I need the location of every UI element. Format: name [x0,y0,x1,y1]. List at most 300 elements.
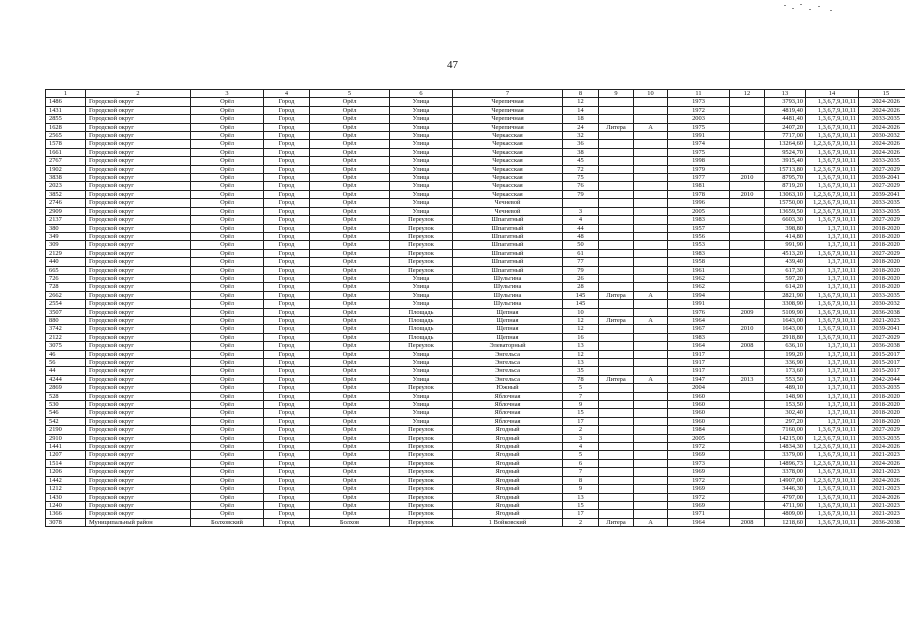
cell-id: 3507 [46,308,86,316]
cell-settlement: Орёл [310,316,390,324]
column-header: 3 [191,90,264,98]
cell-letter [634,434,668,442]
cell-period: 2030-2032 [859,132,905,140]
cell-house-number: 12 [563,98,599,106]
cell-letter-label [599,224,634,232]
cell-period: 2027-2029 [859,182,905,190]
cell-letter [634,115,668,123]
cell-year-built: 1961 [668,266,730,274]
cell-settlement: Болхов [310,518,390,526]
cell-municipality: Орёл [191,165,264,173]
cell-letter [634,409,668,417]
cell-municipality: Орёл [191,325,264,333]
cell-district-type: Городской округ [86,459,191,467]
cell-street-type: Улица [390,274,453,282]
cell-street-type: Улица [390,367,453,375]
cell-period: 2027-2029 [859,249,905,257]
cell-works-list: 1,3,7,10,11 [806,274,859,282]
cell-street-name: Ягодный [453,476,563,484]
cell-works-list: 1,3,6,7,9,10,11 [806,148,859,156]
cell-year-built: 1983 [668,333,730,341]
cell-street-type: Улица [390,291,453,299]
cell-municipality: Орёл [191,451,264,459]
cell-year-reconstructed [730,182,765,190]
cell-year-reconstructed [730,359,765,367]
cell-works-list: 1,3,6,7,9,10,11 [806,216,859,224]
cell-letter [634,266,668,274]
cell-id: 2565 [46,132,86,140]
cell-street-name: Шпагатный [453,224,563,232]
cell-year-reconstructed [730,384,765,392]
cell-id: 2190 [46,426,86,434]
cell-area: 5109,90 [765,308,806,316]
cell-year-built: 1947 [668,375,730,383]
cell-street-name: Яблочная [453,417,563,425]
cell-letter [634,207,668,215]
cell-settlement-type: Город [264,249,310,257]
cell-letter [634,459,668,467]
cell-id: 880 [46,316,86,324]
cell-area: 153,50 [765,401,806,409]
cell-year-reconstructed [730,148,765,156]
cell-area: 302,40 [765,409,806,417]
cell-settlement-type: Город [264,367,310,375]
cell-letter [634,493,668,501]
cell-id: 2855 [46,115,86,123]
cell-works-list: 1,3,6,7,9,10,11 [806,468,859,476]
cell-street-name: Яблочная [453,401,563,409]
cell-house-number: 8 [563,476,599,484]
cell-district-type: Городской округ [86,249,191,257]
cell-letter: А [634,316,668,324]
table-row [46,274,905,282]
cell-street-name: Ягодный [453,468,563,476]
cell-year-reconstructed [730,106,765,114]
cell-settlement: Орёл [310,274,390,282]
cell-period: 2039-2041 [859,325,905,333]
cell-street-type: Переулок [390,451,453,459]
cell-letter-label [599,325,634,333]
cell-district-type: Городской округ [86,443,191,451]
cell-year-built: 2004 [668,384,730,392]
cell-id: 2023 [46,182,86,190]
cell-id: 2122 [46,333,86,341]
cell-period: 2024-2026 [859,443,905,451]
cell-year-built: 1917 [668,367,730,375]
cell-id: 530 [46,401,86,409]
cell-settlement: Орёл [310,182,390,190]
cell-municipality: Болховский [191,518,264,526]
cell-settlement-type: Город [264,375,310,383]
cell-year-built: 1972 [668,493,730,501]
cell-street-name: Черепичная [453,98,563,106]
cell-street-type: Улица [390,98,453,106]
cell-area: 3446,30 [765,485,806,493]
cell-street-type: Переулок [390,485,453,493]
cell-area: 148,90 [765,392,806,400]
cell-district-type: Городской округ [86,258,191,266]
cell-street-name: Яблочная [453,409,563,417]
cell-works-list: 1,3,6,7,9,10,11 [806,291,859,299]
cell-letter [634,182,668,190]
cell-district-type: Городской округ [86,283,191,291]
column-header: 10 [634,90,668,98]
cell-street-name: Шпагатный [453,232,563,240]
cell-house-number: 15 [563,409,599,417]
cell-house-number [563,199,599,207]
cell-period: 2021-2023 [859,501,905,509]
cell-municipality: Орёл [191,426,264,434]
cell-letter-label [599,434,634,442]
table-row [46,375,905,383]
cell-letter-label [599,249,634,257]
cell-street-name: Шпагатный [453,249,563,257]
cell-works-list: 1,3,6,7,9,10,11 [806,132,859,140]
cell-year-built: 1974 [668,140,730,148]
cell-house-number: 12 [563,316,599,324]
cell-id: 1431 [46,106,86,114]
cell-district-type: Городской округ [86,359,191,367]
cell-letter [634,417,668,425]
column-header: 13 [765,90,806,98]
cell-year-built: 1957 [668,224,730,232]
cell-id: 1442 [46,476,86,484]
table-row [46,350,905,358]
cell-letter [634,283,668,291]
cell-municipality: Орёл [191,510,264,518]
cell-letter [634,308,668,316]
cell-street-name: Черепичная [453,115,563,123]
column-header: 5 [310,90,390,98]
cell-works-list: 1,3,7,10,11 [806,392,859,400]
cell-letter-label [599,165,634,173]
cell-year-built: 1994 [668,291,730,299]
cell-house-number: 2 [563,426,599,434]
cell-area: 4513,20 [765,249,806,257]
cell-street-name: Ягодный [453,510,563,518]
cell-house-number: 77 [563,258,599,266]
cell-year-built: 1978 [668,190,730,198]
cell-settlement-type: Город [264,434,310,442]
cell-letter-label [599,485,634,493]
cell-period: 2015-2017 [859,367,905,375]
cell-works-list: 1,3,7,10,11 [806,224,859,232]
cell-house-number: 17 [563,417,599,425]
cell-street-name: Черкасская [453,182,563,190]
cell-street-type: Площадь [390,308,453,316]
cell-street-name: Элеваторный [453,342,563,350]
cell-district-type: Городской округ [86,140,191,148]
header-row [46,90,905,98]
cell-period: 2018-2020 [859,274,905,282]
cell-area: 991,90 [765,241,806,249]
cell-letter-label [599,274,634,282]
cell-area: 1643,00 [765,316,806,324]
cell-area: 3915,40 [765,157,806,165]
cell-district-type: Городской округ [86,409,191,417]
table-row [46,258,905,266]
cell-house-number: 79 [563,266,599,274]
cell-street-name: Ягодный [453,443,563,451]
cell-area: 9524,70 [765,148,806,156]
cell-works-list: 1,3,6,7,9,10,11 [806,308,859,316]
cell-area: 7160,00 [765,426,806,434]
cell-district-type: Городской округ [86,224,191,232]
cell-settlement-type: Город [264,518,310,526]
cell-settlement-type: Город [264,266,310,274]
cell-street-type: Переулок [390,459,453,467]
cell-street-type: Улица [390,182,453,190]
cell-house-number: 18 [563,115,599,123]
cell-settlement: Орёл [310,434,390,442]
table-row [46,174,905,182]
cell-letter [634,342,668,350]
column-header: 2 [86,90,191,98]
cell-area: 398,80 [765,224,806,232]
table-row [46,459,905,467]
cell-street-type: Улица [390,174,453,182]
cell-street-type: Переулок [390,476,453,484]
cell-settlement-type: Город [264,350,310,358]
cell-house-number: 12 [563,350,599,358]
cell-year-reconstructed: 2008 [730,342,765,350]
cell-year-reconstructed [730,283,765,291]
column-header: 15 [859,90,905,98]
cell-period: 2024-2026 [859,493,905,501]
cell-year-built: 1969 [668,501,730,509]
cell-settlement: Орёл [310,501,390,509]
cell-settlement-type: Город [264,359,310,367]
cell-period: 2015-2017 [859,350,905,358]
cell-letter [634,350,668,358]
cell-settlement: Орёл [310,258,390,266]
cell-municipality: Орёл [191,392,264,400]
cell-municipality: Орёл [191,98,264,106]
cell-works-list: 1,3,6,7,9,10,11 [806,106,859,114]
cell-street-name: Щепная [453,316,563,324]
cell-works-list: 1,3,6,7,9,10,11 [806,249,859,257]
cell-year-built: 1975 [668,123,730,131]
cell-letter [634,367,668,375]
cell-period: 2024-2026 [859,106,905,114]
cell-year-built: 1984 [668,426,730,434]
cell-period: 2033-2035 [859,291,905,299]
cell-settlement: Орёл [310,443,390,451]
cell-settlement-type: Город [264,426,310,434]
cell-street-name: Чечневой [453,199,563,207]
cell-street-type: Переулок [390,501,453,509]
cell-settlement-type: Город [264,148,310,156]
cell-street-name: Черкасская [453,174,563,182]
cell-street-type: Улица [390,157,453,165]
cell-street-type: Улица [390,132,453,140]
cell-street-name: Щепная [453,308,563,316]
cell-year-built: 1981 [668,182,730,190]
cell-area: 636,10 [765,342,806,350]
cell-area: 297,20 [765,417,806,425]
cell-id: 3078 [46,518,86,526]
cell-period: 2018-2020 [859,283,905,291]
table-row [46,443,905,451]
cell-settlement-type: Город [264,493,310,501]
table-row [46,401,905,409]
cell-district-type: Городской округ [86,182,191,190]
cell-district-type: Городской округ [86,510,191,518]
cell-id: 1902 [46,165,86,173]
cell-works-list: 1,2,3,6,7,9,10,11 [806,476,859,484]
cell-street-name: Шульгина [453,274,563,282]
cell-street-name: Энгельса [453,350,563,358]
cell-street-type: Улица [390,375,453,383]
cell-house-number: 45 [563,157,599,165]
cell-id: 3742 [46,325,86,333]
cell-municipality: Орёл [191,148,264,156]
cell-settlement: Орёл [310,140,390,148]
cell-street-type: Площадь [390,316,453,324]
cell-period: 2018-2020 [859,232,905,240]
cell-area: 489,10 [765,384,806,392]
cell-year-reconstructed [730,232,765,240]
cell-id: 440 [46,258,86,266]
cell-street-type: Переулок [390,426,453,434]
cell-district-type: Городской округ [86,190,191,198]
cell-street-name: Южный [453,384,563,392]
cell-settlement-type: Город [264,401,310,409]
cell-letter [634,485,668,493]
cell-year-reconstructed [730,409,765,417]
table-row [46,518,905,526]
cell-settlement-type: Город [264,485,310,493]
cell-house-number: 7 [563,468,599,476]
table-row [46,249,905,257]
cell-works-list: 1,3,7,10,11 [806,258,859,266]
cell-settlement: Орёл [310,401,390,409]
cell-municipality: Орёл [191,232,264,240]
table-row [46,300,905,308]
cell-street-name: Шульгина [453,300,563,308]
cell-works-list: 1,3,6,7,9,10,11 [806,451,859,459]
cell-year-reconstructed [730,199,765,207]
cell-district-type: Городской округ [86,375,191,383]
cell-year-reconstructed [730,249,765,257]
cell-letter-label [599,426,634,434]
cell-settlement-type: Город [264,325,310,333]
cell-period: 2024-2026 [859,148,905,156]
cell-street-type: Переулок [390,232,453,240]
table-row [46,241,905,249]
cell-period: 2036-2038 [859,342,905,350]
cell-letter [634,249,668,257]
cell-period: 2033-2035 [859,199,905,207]
cell-id: 2869 [46,384,86,392]
cell-year-reconstructed [730,468,765,476]
cell-settlement-type: Город [264,451,310,459]
cell-street-name: Ягодный [453,485,563,493]
cell-period: 2036-2038 [859,518,905,526]
cell-house-number: 13 [563,359,599,367]
cell-letter: А [634,375,668,383]
cell-letter-label [599,468,634,476]
cell-area: 14834,30 [765,443,806,451]
cell-letter [634,468,668,476]
cell-settlement: Орёл [310,132,390,140]
cell-area: 2407,20 [765,123,806,131]
cell-year-reconstructed [730,224,765,232]
cell-year-built: 2005 [668,207,730,215]
cell-works-list: 1,3,6,7,9,10,11 [806,510,859,518]
cell-period: 2018-2020 [859,266,905,274]
cell-works-list: 1,2,3,6,7,9,10,11 [806,199,859,207]
cell-district-type: Городской округ [86,333,191,341]
cell-id: 1240 [46,501,86,509]
cell-letter-label [599,443,634,451]
cell-works-list: 1,3,6,7,9,10,11 [806,182,859,190]
cell-area: 2821,90 [765,291,806,299]
cell-street-name: Шпагатный [453,241,563,249]
cell-area: 597,20 [765,274,806,282]
cell-period: 2033-2035 [859,115,905,123]
cell-settlement: Орёл [310,417,390,425]
cell-works-list: 1,3,6,7,9,10,11 [806,123,859,131]
table-row [46,266,905,274]
cell-settlement-type: Город [264,216,310,224]
cell-municipality: Орёл [191,417,264,425]
cell-period: 2024-2026 [859,140,905,148]
cell-year-reconstructed [730,426,765,434]
table-row [46,451,905,459]
cell-district-type: Городской округ [86,501,191,509]
cell-letter [634,157,668,165]
table-row [46,468,905,476]
cell-year-built: 1977 [668,174,730,182]
cell-letter-label [599,207,634,215]
cell-street-type: Улица [390,140,453,148]
cell-letter-label [599,232,634,240]
column-header: 1 [46,90,86,98]
cell-street-type: Улица [390,106,453,114]
cell-works-list: 1,3,7,10,11 [806,417,859,425]
cell-year-built: 1972 [668,443,730,451]
cell-letter [634,216,668,224]
cell-settlement: Орёл [310,300,390,308]
cell-year-reconstructed: 2013 [730,375,765,383]
cell-year-built: 1958 [668,258,730,266]
column-header: 12 [730,90,765,98]
cell-street-type: Переулок [390,434,453,442]
cell-letter-label [599,300,634,308]
cell-letter [634,401,668,409]
cell-street-name: Шульгина [453,283,563,291]
cell-year-built: 1983 [668,216,730,224]
cell-settlement-type: Город [264,417,310,425]
column-header: 8 [563,90,599,98]
cell-area: 414,80 [765,232,806,240]
cell-year-built: 1964 [668,342,730,350]
cell-year-built: 1971 [668,510,730,518]
cell-works-list: 1,2,3,6,7,9,10,11 [806,140,859,148]
cell-works-list: 1,2,3,6,7,9,10,11 [806,459,859,467]
cell-period: 2024-2026 [859,476,905,484]
cell-year-reconstructed [730,216,765,224]
cell-municipality: Орёл [191,182,264,190]
cell-settlement-type: Город [264,98,310,106]
cell-year-built: 1960 [668,409,730,417]
cell-letter [634,174,668,182]
cell-year-built: 1960 [668,417,730,425]
cell-id: 528 [46,392,86,400]
cell-settlement: Орёл [310,174,390,182]
cell-district-type: Городской округ [86,241,191,249]
